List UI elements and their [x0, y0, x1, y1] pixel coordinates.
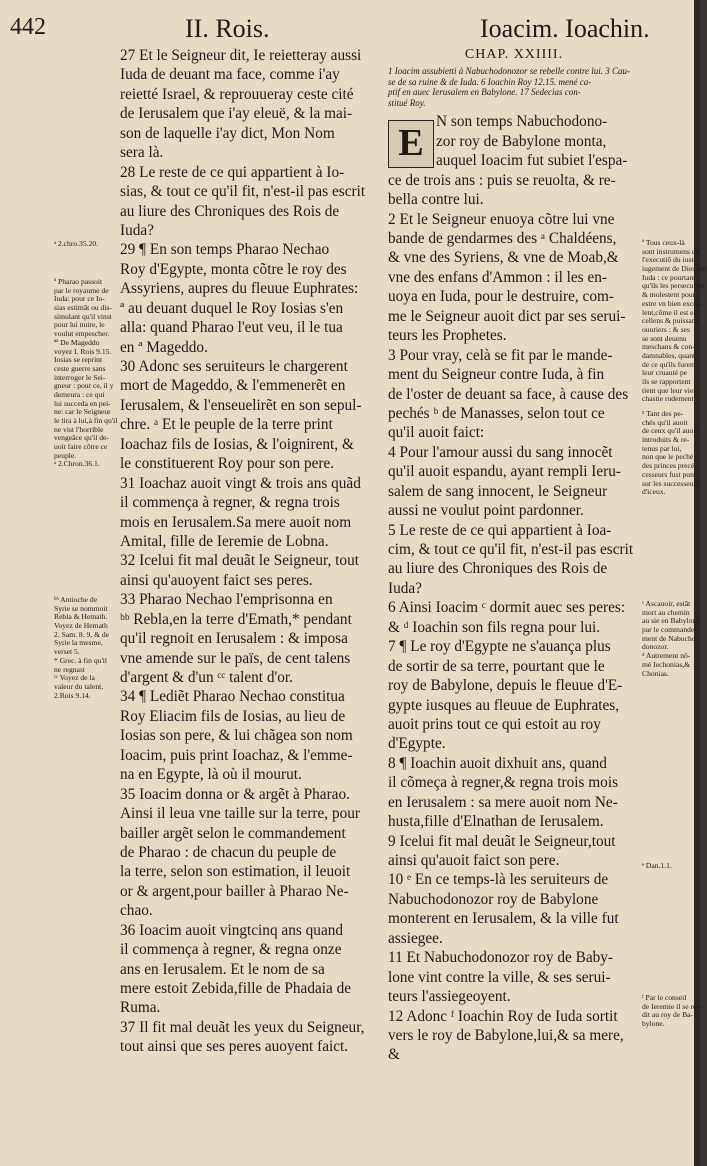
text-line: Ioacim, puis print Ioachaz, & l'emme- [120, 746, 353, 764]
text-line: 27 Et le Seigneur dit, Ie reietteray aussi [120, 47, 362, 64]
text-line: qu'il regnoit en Ierusalem : & imposa [120, 630, 348, 648]
margin-line: de Ieremie il se ren- [642, 1001, 703, 1011]
running-head [10, 14, 688, 48]
margin-line: Iuda: pour ce Io- [54, 294, 105, 304]
page-number: 442 [10, 14, 46, 40]
text-line: zor roy de Babylone monta, [436, 132, 607, 150]
margin-line: ᵇ Tant des pe- [642, 409, 684, 418]
margin-line: de ce qu'ils furent [642, 359, 696, 369]
text-line: aussi ne voulut point pardonner. [388, 502, 584, 520]
text-line: me le Seigneur auoit dict par ses serui- [388, 307, 626, 325]
text-line: 6 Ainsi Ioacim ᶜ dormit auec ses peres: [388, 599, 626, 617]
margin-line: chés qu'il auoit [642, 417, 688, 427]
text-line: 36 Ioacim auoit vingtcinq ans quand [120, 921, 344, 939]
text-line: salem de sang innocent, le Seigneur [388, 482, 608, 500]
margin-line: damnables, quant [642, 350, 696, 360]
text-line: monterent en Ierusalem, & la ville fut [388, 910, 619, 928]
margin-line: l'executiõ du iuste [642, 255, 697, 265]
right-margin-note-c [642, 600, 700, 678]
margin-line: meschans & con- [642, 342, 695, 352]
text-line: sias, & tout ce qu'il fit, n'est-il pas escrit [120, 183, 366, 201]
margin-line: leur cruauté pe [642, 368, 688, 378]
text-line: 33 Pharao Nechao l'emprisonna en [120, 591, 333, 609]
text-line: 29 ¶ En son temps Pharao Nechao [120, 241, 330, 259]
margin-line: simulant qu'il vinst [54, 311, 112, 321]
margin-line: verset 5. [54, 647, 80, 657]
chapter-summary [388, 66, 640, 108]
right-margin-note-e [642, 862, 672, 871]
summary-line: ptif en auec Ierusalem en Babylone. 17 Sedecias con- [388, 87, 581, 98]
margin-line: mort au chemin [642, 607, 690, 617]
text-line: 5 Le reste de ce qui appartient à Ioa- [388, 521, 612, 539]
margin-line: ᶠ Par le conseil [642, 993, 687, 1002]
summary-line: stitué Roy. [388, 97, 426, 108]
text-line: pechés ᵇ de Manasses, selon tout ce [388, 404, 605, 422]
text-line: la terre, selon son estimation, il leuoit [120, 863, 351, 881]
margin-line: uoit faire cõtre ce [54, 442, 108, 452]
text-line: or & argent,pour bailler à Pharao Ne- [120, 882, 349, 900]
left-margin-note-b [54, 596, 109, 700]
text-line: gypte iusques au fleuue de Euphrates, [388, 696, 620, 714]
text-line: vers le roy de Babylone,lui,& sa mere, [388, 1026, 624, 1044]
margin-line: le tira à lui,à fin qu'il [54, 416, 118, 425]
right-margin-note-a [642, 239, 707, 404]
margin-line: bylone. [642, 1019, 665, 1029]
text-line: bella contre lui. [388, 191, 484, 209]
margin-line: Chonias. [642, 668, 669, 678]
margin-line: Rebla & Hemath. [54, 612, 108, 622]
text-line: Ainsi il leua vne taille sur la terre, pour [120, 805, 360, 823]
right-margin-note-b [642, 410, 699, 497]
text-line: 31 Ioachaz auoit vingt & trois ans quãd [120, 474, 361, 492]
text-line: vne amende sur le païs, de cent talens [120, 649, 351, 667]
margin-line: non que le peché [642, 452, 694, 462]
text-line: Roy d'Egypte, monta cõtre le roy des [120, 260, 347, 278]
text-line: Iuda? [120, 221, 154, 239]
text-line: Roy Eliacim fils de Iosias, au lieu de [120, 707, 346, 725]
margin-line: pour lui nuire, le [54, 320, 105, 330]
text-line: sera là. [120, 144, 164, 162]
margin-line: ᵃ 2.chro.35.20. [54, 239, 99, 248]
text-line: en ª Mageddo. [120, 338, 208, 356]
margin-line: ªª De Mageddo [54, 337, 100, 347]
text-line: Nabuchodonozor roy de Babylone [388, 890, 599, 908]
page-edge [694, 0, 700, 1166]
text-line: Iuda de deuant ma face, comme i'ay [120, 66, 340, 84]
text-line: 35 Ioacim donna or & argẽt à Pharao. [120, 785, 350, 803]
margin-line: ᶜ Ascauoir, estãt [642, 599, 691, 608]
margin-line: introduits & re- [642, 435, 690, 445]
margin-line: tient que leur vien [642, 385, 698, 395]
margin-line: au sie en Babylone [642, 616, 700, 626]
left-margin-reference [54, 240, 98, 249]
text-line: 30 Adonc ses seruiteurs le chargerent [120, 358, 348, 375]
text-line: ᵇᵇ Rebla,en la terre d'Emath,* pendant [120, 610, 352, 628]
text-line: ment du Seigneur contre Iuda, à fin [388, 366, 605, 384]
margin-line: ᵈ Autrement nõ- [642, 651, 691, 661]
text-line: mort de Mageddo, & l'emmenerẽt en [120, 377, 346, 395]
margin-line: estre vn bien excel- [642, 298, 702, 308]
text-line: husta,fille d'Elnathan de Ierusalem. [388, 813, 604, 831]
text-line: tout ainsi que ses peres auoyent faict. [120, 1038, 349, 1056]
text-line: ans en Ierusalem. Et le nom de sa [120, 960, 325, 978]
margin-line: iugement de Dieu sur [642, 264, 707, 274]
text-line: bande de gendarmes des ᵃ Chaldéens, [388, 230, 617, 247]
text-line: 28 Le reste de ce qui appartient à Io- [120, 163, 345, 181]
book-title: II. Rois. [185, 14, 270, 43]
text-line: chao. [120, 902, 153, 920]
text-line: le constituerent Roy pour son pere. [120, 455, 335, 473]
text-line: 9 Icelui fit mal deuãt le Seigneur,tout [388, 832, 616, 850]
margin-line: sur les successeurs [642, 478, 699, 488]
text-line: Ioachaz fils de Iosias, & l'oignirent, & [120, 435, 354, 453]
text-line: cim, & tout ce qu'il fit, n'est-il pas escrit [388, 541, 634, 558]
text-line: il commença à regner, & regna trois [120, 494, 340, 512]
text-line: d'Egypte. [388, 735, 446, 753]
text-line: Iosias son pere, & lui chãgea son nom [120, 727, 353, 745]
summary-line: se de sa ruine & de Iuda. 6 Ioachin Roy 12.15. mené ca- [388, 76, 592, 87]
margin-line: chastie rudement. [642, 394, 696, 404]
text-line: de sortir de sa terre, pourtant que le [388, 657, 605, 675]
margin-line: dit au roy de Ba- [642, 1010, 694, 1020]
margin-line: gneur : pour ce, il y [54, 381, 114, 391]
text-line: 12 Adonc ᶠ Ioachin Roy de Iuda sortit [388, 1007, 618, 1025]
text-line: 11 Et Nabuchodonozor roy de Baby- [388, 949, 614, 967]
text-line: lone vint contre la ville, & ses serui- [388, 968, 611, 986]
text-line: Ruma. [120, 999, 161, 1017]
margin-line: & molestent pour [642, 290, 696, 300]
margin-line: cesseurs fust puni [642, 469, 696, 479]
text-line: ainsi qu'auoyent faict ses peres. [120, 571, 313, 589]
margin-line: ne vist l'horrible [54, 424, 104, 434]
margin-line: ᶜᶜ Voyez de la [54, 673, 95, 683]
margin-line: ᵇᵇ Antioche de [54, 595, 98, 604]
margin-line: mé Iechonias,& [642, 659, 691, 669]
margin-line: 2. Sam. 8. 9, & de [54, 629, 110, 639]
right-margin-note-f [642, 994, 703, 1029]
text-line: 8 ¶ Ioachin auoit dixhuit ans, quand [388, 754, 607, 772]
text-line: chre. ᵃ Et le peuple de la terre print [120, 416, 333, 434]
margin-line: demeura : ce qui [54, 389, 105, 399]
margin-line: qu'ils les persecutent [642, 281, 705, 291]
text-line: de Pharao : de chacun du peuple de [120, 843, 337, 861]
text-line: au liure des Chroniques des Rois de [388, 560, 608, 578]
text-line: alla: quand Pharao l'eut veu, il le tua [120, 319, 343, 337]
text-line: d'argent & d'un ᶜᶜ talent d'or. [120, 669, 294, 686]
margin-line: ne regnast [54, 664, 85, 674]
summary-line: 1 Ioacim assubietti à Nabuchodonozor se rebelle contre lui. 3 Cau- [388, 66, 631, 76]
margin-line: d'iceux. [642, 487, 666, 497]
text-line: & vne des Syriens, & vne de Moab,& [388, 249, 619, 267]
margin-line: Syrie la mesme, [54, 638, 103, 648]
margin-line: ceste guerre sans [54, 363, 106, 373]
text-line: vne des enfans d'Ammon : il les en- [388, 268, 607, 286]
margin-line: ment de Nabucho- [642, 633, 699, 643]
text-line: auquel Ioacim fut subiet l'espa- [436, 152, 628, 170]
text-line: ainsi qu'auoit faict son pere. [388, 852, 560, 869]
text-line: na en Egypte, là où il mourut. [120, 766, 302, 784]
margin-line: donozor. [642, 642, 669, 652]
margin-line: par le royaume de [54, 285, 109, 295]
text-line: mois en Ierusalem.Sa mere auoit nom [120, 513, 352, 531]
margin-line: ᵉ Dan.1.1. [642, 861, 672, 870]
text-line: 10 ᵉ En ce temps-là les seruiteurs de [388, 871, 609, 889]
text-line: 4 Pour l'amour aussi du sang innocẽt [388, 443, 613, 461]
chapter-heading: CHAP. XXIIII. [464, 47, 564, 62]
margin-line: vengeãce qu'il de- [54, 433, 109, 443]
text-line: de l'oster de deuant sa face, à cause des [388, 385, 629, 403]
text-line: & [388, 1046, 400, 1064]
text-line: auoit prins tout ce qui estoit au roy [388, 715, 601, 733]
margin-line: se sont deuenu [642, 333, 687, 343]
margin-line: sont instrumens de [642, 246, 699, 256]
text-line: Ierusalem, & l'enseuelirẽt en son sepul- [120, 396, 362, 414]
text-line: Iuda? [388, 579, 422, 597]
text-line: 7 ¶ Le roy d'Egypte ne s'auança plus [388, 638, 611, 656]
margin-line: 2.Rois 9.14. [54, 690, 91, 700]
margin-line: ᵃ 2.Chron.36.1. [54, 459, 100, 469]
text-line: 3 Pour vray, celà se fit par le mande- [388, 346, 613, 364]
text-line: ª au deuant duquel le Roy Iosias s'en [120, 299, 344, 317]
margin-line: cellens & puissans [642, 316, 699, 326]
text-line: mere estoit Zebida,fille de Phadaia de [120, 980, 352, 997]
text-line: son de laquelle i'ay dict, Mon Nom [120, 124, 335, 142]
text-line: Amital, fille de Ieremie de Lobna. [120, 532, 329, 550]
left-margin-note-a [54, 278, 117, 469]
margin-line: lent,cõme il est ex- [642, 307, 700, 317]
text-line: reietté Israel, & reprouueray ceste cité [120, 85, 354, 103]
margin-line: Syrie se nommoit [54, 603, 108, 613]
text-line: 34 ¶ Lediẽt Pharao Nechao constitua [120, 688, 345, 706]
text-line: qu'il auoit espandu, ayant rempli Ieru- [388, 463, 621, 481]
margin-line: ª Pharao passoit [54, 277, 103, 286]
text-line: il commença à regner, & regna onze [120, 941, 342, 959]
margin-line: lui succeda en pei- [54, 398, 111, 408]
text-line: Assyriens, aupres du fleuue Euphrates: [120, 280, 359, 298]
text-line: en Ierusalem : sa mere auoit nom Ne- [388, 793, 618, 811]
margin-line: ne: car le Seigneur [54, 407, 111, 417]
text-line: & ᵈ Ioachin son fils regna pour lui. [388, 618, 601, 636]
text-line: au liure des Chroniques des Rois de [120, 202, 340, 220]
text-line: N son temps Nabuchodono- [436, 113, 608, 131]
margin-line: Voyez de Hemath [54, 621, 108, 631]
initial-letter: E [398, 122, 424, 164]
margin-line: Iosias se reprint [54, 355, 103, 365]
right-column-text [388, 112, 640, 1064]
text-line: 2 Et le Seigneur enuoya cõtre lui vne [388, 210, 615, 228]
decorated-initial [388, 120, 434, 168]
text-line: 37 Il fit mal deuãt les yeux du Seigneur, [120, 1018, 365, 1036]
text-line: teurs l'assiegeoyent. [388, 988, 511, 1006]
right-column [388, 46, 640, 1065]
kings-title: Ioacim. Ioachin. [480, 14, 650, 43]
left-column [120, 46, 370, 1057]
text-line: de Ierusalem que i'ay eleuë, & la mai- [120, 105, 353, 123]
margin-line: peuple. [54, 450, 77, 460]
text-line: uoya en Iuda, pour le destruire, com- [388, 288, 614, 306]
text-line: roy de Babylone, depuis le fleuue d'E- [388, 677, 623, 695]
text-line: assiegee. [388, 929, 443, 947]
margin-line: voyez I. Rois 9.15. [54, 346, 112, 356]
margin-line: ouuriers : & ses [642, 324, 690, 334]
text-line: ce de trois ans : puis se reuolta, & re- [388, 171, 616, 189]
margin-line: voulut empescher. [54, 329, 110, 339]
text-line: il cõmeça à regner,& regna trois mois [388, 774, 619, 792]
text-line: 32 Icelui fit mal deuãt le Seigneur, tout [120, 552, 359, 570]
margin-line: tenus par lui, [642, 443, 682, 453]
margin-line: Iuda : ce pourtant [642, 272, 696, 282]
margin-line: ils se rapportent [642, 377, 691, 386]
margin-line: valeur du talent, [54, 681, 104, 691]
margin-line: interroger le Sei- [54, 372, 106, 382]
text-line: bailler argẽt selon le commandement [120, 824, 346, 842]
margin-line: par le commande- [642, 625, 697, 635]
margin-line: ª Tous ceux-là [642, 238, 685, 247]
text-line: qu'il auoit faict: [388, 424, 485, 442]
margin-line: des princes precé- [642, 461, 697, 471]
margin-line: de ceux qu'il auoit [642, 426, 698, 436]
text-line: teurs les Prophetes. [388, 327, 507, 345]
margin-line: sias estimãt ou dis- [54, 303, 113, 313]
margin-line: * Grec. à fin qu'il [54, 655, 108, 665]
